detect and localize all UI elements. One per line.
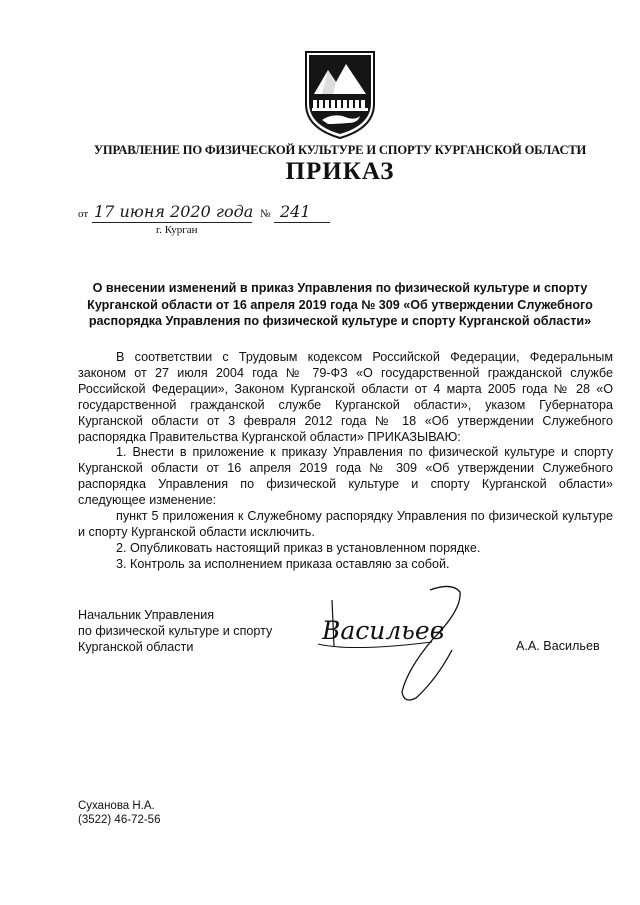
- coat-of-arms-emblem: [300, 48, 380, 140]
- registration-line: [78, 202, 358, 226]
- shield-icon: [300, 48, 380, 140]
- date-field: [92, 204, 252, 223]
- date-label: от: [78, 208, 89, 220]
- item-2-paragraph: 2. Опубликовать настоящий приказ в установленном порядке.: [116, 540, 481, 555]
- order-title: О внесении изменений в приказ Управления по физической культуре и спорту Курганской области от 16 апреля 2019 года № 309 «Об утверждении Служебного распорядка Управления по физической культуре и спорту Курганской области»: [87, 281, 593, 329]
- position-line: Курганской области: [78, 640, 194, 654]
- number-label: №: [260, 208, 271, 220]
- city-label: г. Курган: [156, 224, 198, 236]
- item-1-paragraph: 1. Внести в приложение к приказу Управления по физической культуре и спорту Курганской области от 16 апреля 2019 года № 309 «Об утверждении Служебного распорядка Управления по физической культуре и спорту Курганской области» следующее изменение:: [78, 445, 613, 508]
- order-body: [78, 350, 613, 573]
- signature-stroke-icon: [312, 580, 482, 710]
- executor-name: Суханова Н.А.: [78, 800, 155, 812]
- preamble-paragraph: В соответствии с Трудовым кодексом Российской Федерации, Федеральным законом от 27 июля 2004 года № 79-ФЗ «О государственной гражданской службе Российской Федерации», Законом Курганской области от 4 марта 2005 года № 28 «О государственной гражданской службе Курганской области», указом Губернатора Курганской области от 3 февраля 2012 года № 18 «Об утверждении Служебного распорядка Правительства Курганской области» ПРИКАЗЫВАЮ:: [78, 350, 613, 444]
- organization-name: УПРАВЛЕНИЕ ПО ФИЗИЧЕСКОЙ КУЛЬТУРЕ И СПОРТУ КУРГАНСКОЙ ОБЛАСТИ: [93, 143, 587, 157]
- signer-name: А.А. Васильев: [516, 639, 600, 653]
- executor-phone: (3522) 46-72-56: [78, 814, 161, 826]
- item-3-paragraph: 3. Контроль за исполнением приказа оставляю за собой.: [116, 556, 450, 571]
- signature-text: Васильев: [322, 616, 445, 645]
- item-1-detail-paragraph: пункт 5 приложения к Служебному распорядку Управления по физической культуре и спорту Курганской области исключить.: [78, 509, 613, 539]
- number-field: [274, 204, 330, 223]
- signer-position: [78, 607, 308, 655]
- position-line: Начальник Управления: [78, 608, 215, 622]
- handwritten-signature: [312, 580, 482, 710]
- document-type-heading: ПРИКАЗ: [285, 158, 395, 185]
- executor-info: [78, 799, 160, 827]
- date-handwritten: 17 июня 2020 года: [94, 202, 254, 221]
- position-line: по физической культуре и спорту: [78, 624, 273, 638]
- number-handwritten: 241: [280, 202, 311, 221]
